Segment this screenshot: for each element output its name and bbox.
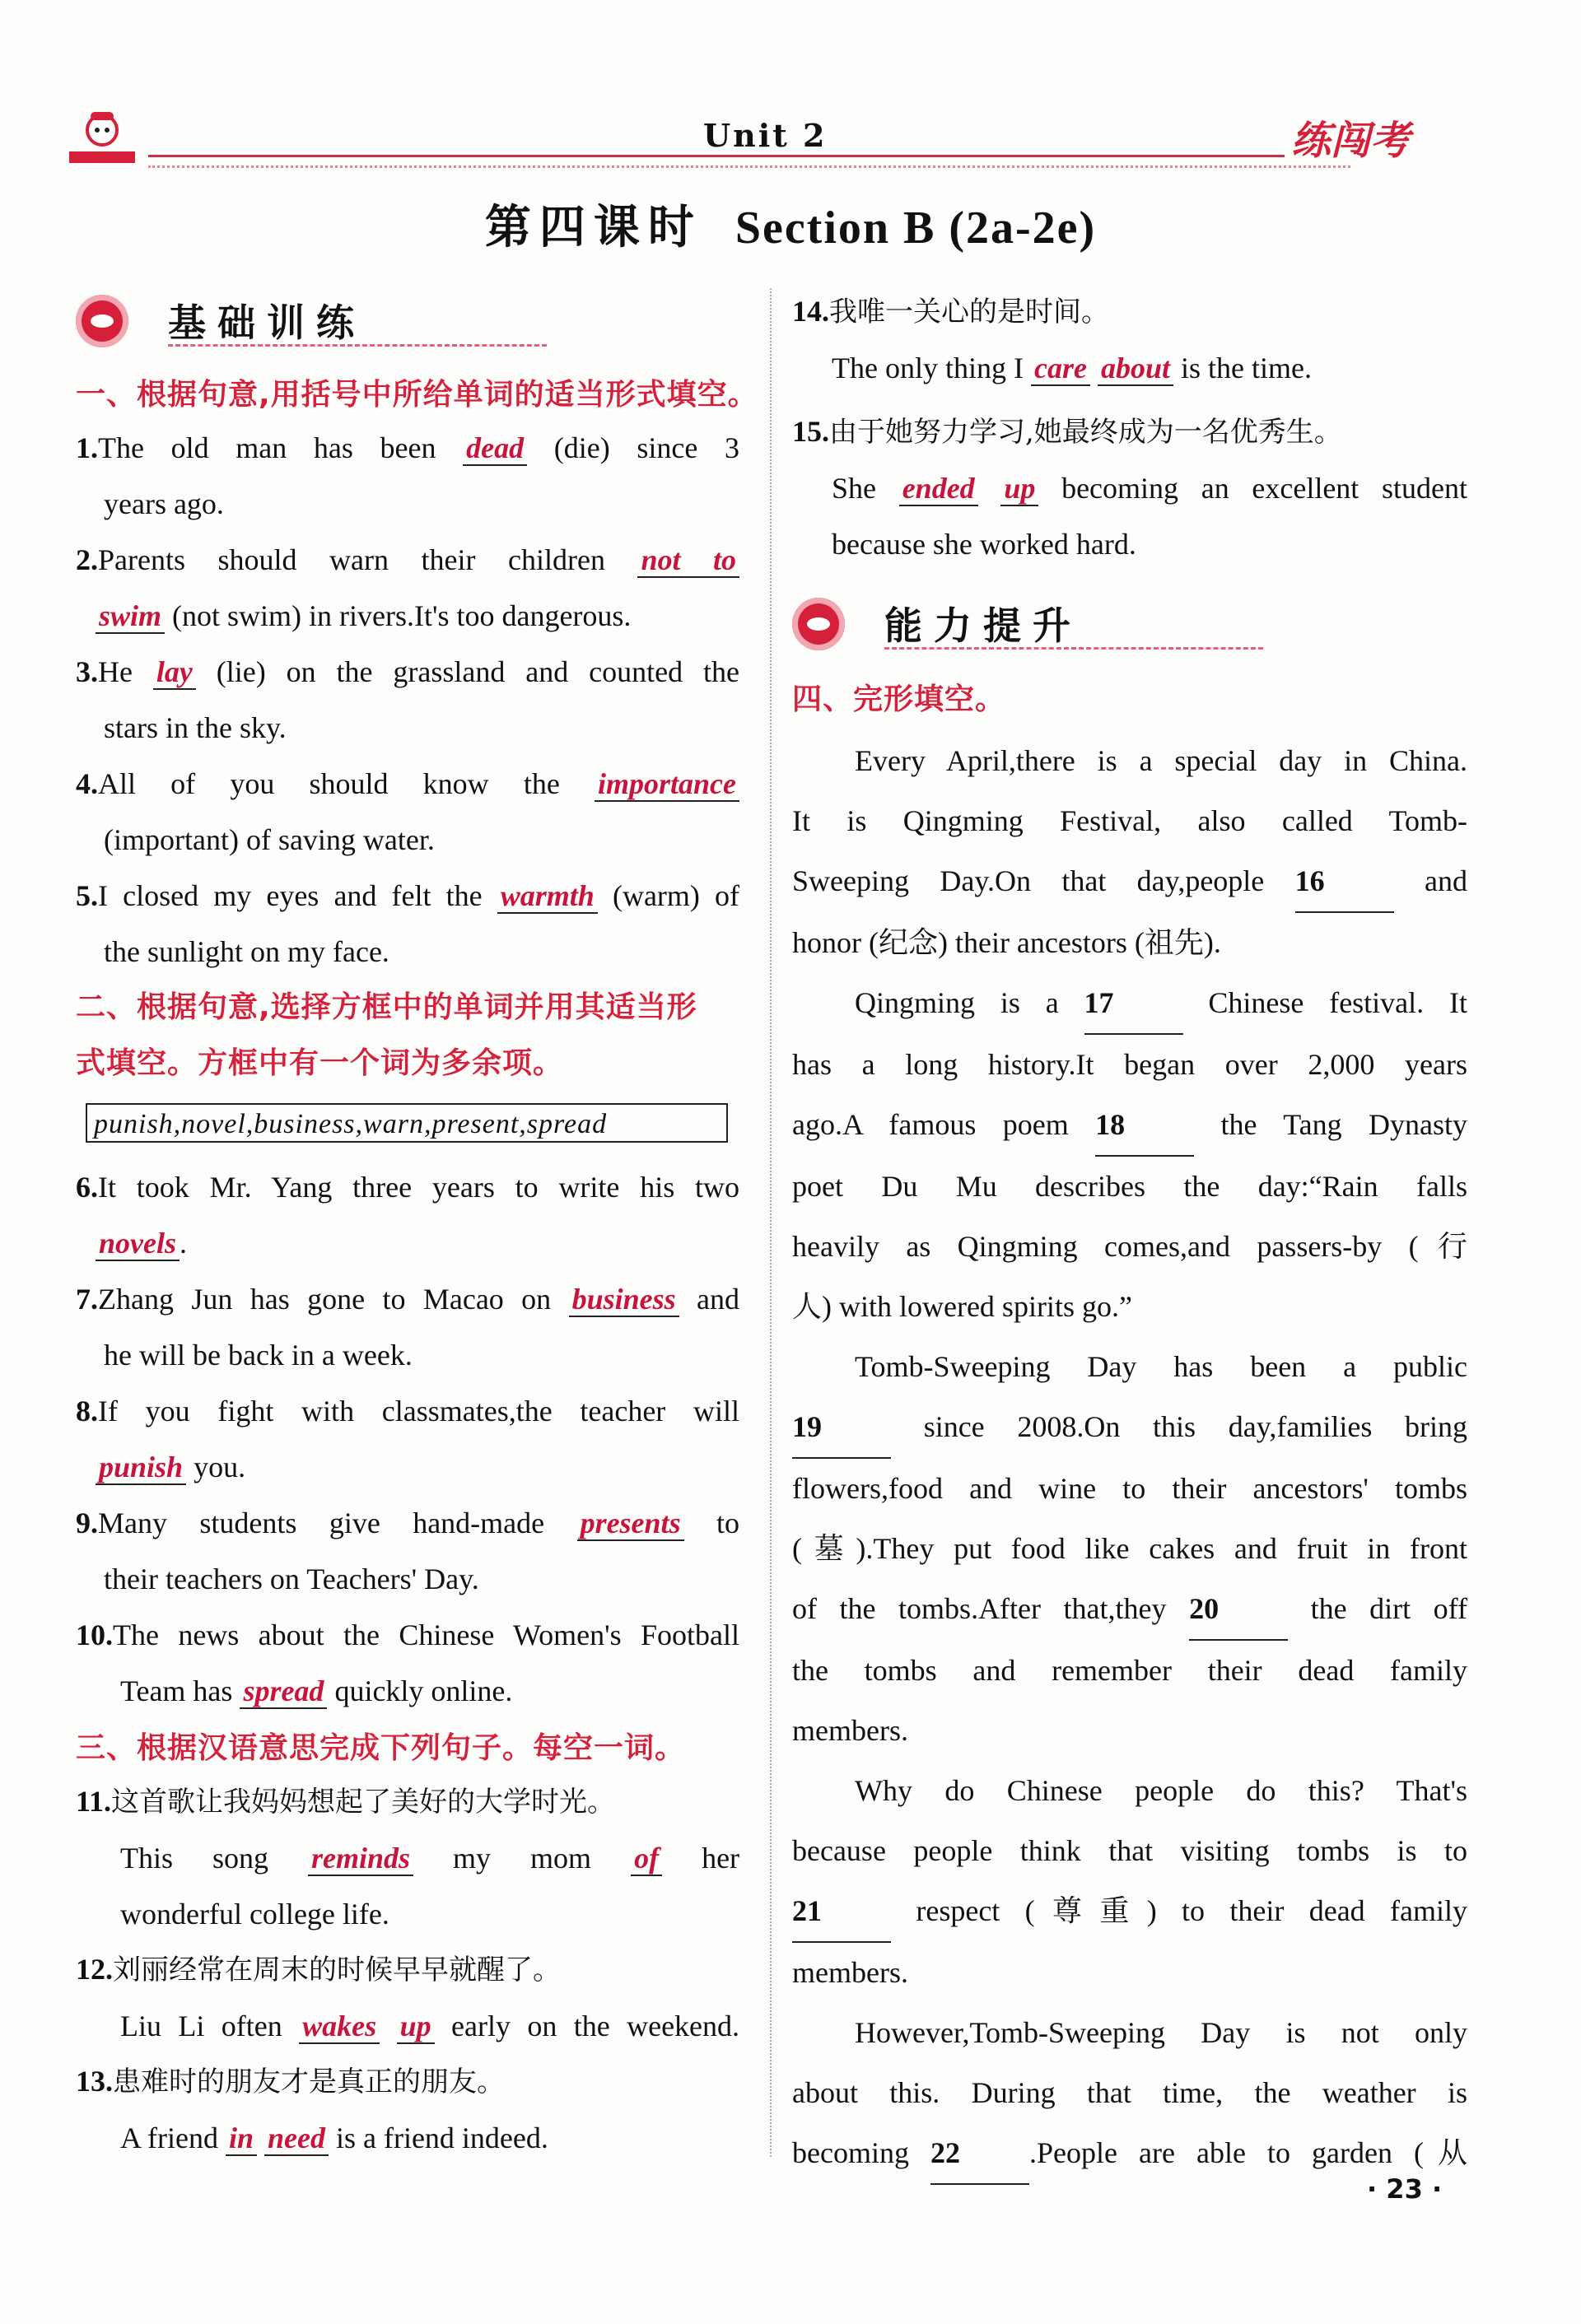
q-text: I closed my eyes and felt the bbox=[98, 879, 483, 912]
blank-18[interactable]: 18 bbox=[1095, 1095, 1194, 1157]
q-cn: 由于她努力学习,她最终成为一名优秀生。 bbox=[829, 416, 1342, 449]
instr-line: 式填空。方框中有一个词为多余项。 bbox=[76, 1046, 564, 1080]
q-num: 5. bbox=[76, 879, 98, 912]
mascot-icon bbox=[66, 109, 140, 168]
answer: up bbox=[397, 2010, 435, 2044]
q-cn: 刘丽经常在周末的时候早早就醒了。 bbox=[113, 1954, 561, 1986]
question-1 bbox=[76, 420, 739, 532]
q-cn: 这首歌让我妈妈想起了美好的大学时光。 bbox=[111, 1786, 616, 1819]
question-9 bbox=[76, 1495, 739, 1607]
instr-line: 二、根据句意,选择方框中的单词并用其适当形 bbox=[76, 990, 697, 1024]
passage-line: .People are able to garden (从 bbox=[1029, 2136, 1467, 2169]
answer: ended bbox=[899, 472, 978, 506]
answer: in bbox=[226, 2121, 257, 2156]
passage-text: Chinese festival. It bbox=[1208, 986, 1467, 1019]
q-text: stars in the sky. bbox=[104, 711, 287, 744]
blank-20[interactable]: 20 bbox=[1189, 1579, 1288, 1641]
q-text: wonderful college life. bbox=[120, 1898, 389, 1930]
passage-line: becoming bbox=[792, 2136, 909, 2169]
passage-line: heavily as Qingming comes,and passers-by (行 bbox=[792, 1230, 1467, 1263]
q-text: and bbox=[697, 1283, 740, 1316]
passage-line: members. bbox=[792, 1956, 908, 1989]
q-text: their teachers on Teachers' Day. bbox=[104, 1563, 479, 1595]
q-text: . bbox=[180, 1227, 187, 1260]
section-badge-icon bbox=[792, 598, 845, 650]
q-text: (not swim) in rivers.It's too dangerous. bbox=[172, 599, 632, 632]
q-cn: 患难时的朋友才是真正的朋友。 bbox=[113, 2066, 505, 2098]
passage-line: of the tombs.After that,they bbox=[792, 1592, 1167, 1625]
blank-16[interactable]: 16 bbox=[1295, 851, 1394, 913]
answer: about bbox=[1098, 352, 1173, 386]
cloze-passage bbox=[792, 731, 1467, 2185]
q-text: If you fight with classmates,the teacher will bbox=[98, 1395, 739, 1427]
q-text: you. bbox=[194, 1451, 246, 1483]
q-cn: 我唯一关心的是时间。 bbox=[829, 296, 1109, 328]
passage-text: and bbox=[1425, 864, 1468, 897]
passage-text: the dirt off bbox=[1310, 1592, 1468, 1625]
answer: lay bbox=[153, 655, 196, 690]
passage-line: has a long history.It began over 2,000 years bbox=[792, 1048, 1467, 1081]
question-8 bbox=[76, 1383, 739, 1495]
q-text: Liu Li often bbox=[120, 2010, 282, 2042]
q-text: quickly online. bbox=[334, 1674, 513, 1707]
question-13 bbox=[76, 2053, 739, 2166]
answer: presents bbox=[577, 1507, 684, 1541]
answer: need bbox=[264, 2121, 329, 2156]
q-text: This song bbox=[120, 1842, 269, 1875]
q-text: because she worked hard. bbox=[832, 528, 1136, 561]
section-basic-title: 基础训练 bbox=[168, 300, 366, 345]
answer: spread bbox=[240, 1674, 327, 1709]
q-num: 14. bbox=[792, 295, 829, 328]
q-text: early on the weekend. bbox=[451, 2010, 740, 2042]
q-text: the sunlight on my face. bbox=[104, 935, 389, 968]
q-text: It took Mr. Yang three years to write his two bbox=[98, 1171, 739, 1204]
passage-line: flowers,food and wine to their ancestors' tombs bbox=[792, 1472, 1467, 1505]
q-text: A friend bbox=[120, 2121, 218, 2154]
q-text: Zhang Jun has gone to Macao on bbox=[98, 1283, 552, 1316]
question-11 bbox=[76, 1773, 739, 1942]
q-text: her bbox=[702, 1842, 740, 1875]
answer: warmth bbox=[497, 879, 598, 914]
passage-line: Tomb-Sweeping Day has been a public bbox=[855, 1350, 1467, 1383]
lesson-title-en: Section B (2a-2e) bbox=[735, 203, 1097, 254]
q-text: (warm) of bbox=[612, 879, 740, 912]
passage-line: the tombs and remember their dead family bbox=[792, 1654, 1467, 1687]
q-num: 1. bbox=[76, 431, 98, 464]
q-num: 13. bbox=[76, 2065, 113, 2098]
section-basic-heading bbox=[76, 290, 570, 356]
answer: up bbox=[1000, 472, 1038, 506]
question-7 bbox=[76, 1271, 739, 1383]
q-text: The old man has been bbox=[98, 431, 436, 464]
answer: reminds bbox=[308, 1842, 413, 1876]
passage-line: since 2008.On this day,families bring bbox=[923, 1410, 1467, 1443]
answer: novels bbox=[96, 1227, 180, 1261]
answer: swim bbox=[96, 599, 165, 634]
q-num: 3. bbox=[76, 655, 98, 688]
unit-label: Unit 2 bbox=[692, 117, 838, 154]
q-num: 11. bbox=[76, 1785, 112, 1818]
q-text: (important) of saving water. bbox=[104, 823, 435, 856]
page-header bbox=[66, 109, 1466, 175]
passage-line: (墓).They put food like cakes and fruit in front bbox=[792, 1532, 1467, 1565]
q-text: (die) since 3 bbox=[553, 431, 739, 464]
q-text: The only thing I bbox=[832, 352, 1024, 384]
header-rule bbox=[148, 155, 1350, 168]
q-num: 10. bbox=[76, 1618, 113, 1651]
part3-instruction: 三、根据汉语意思完成下列句子。每空一词。 bbox=[76, 1731, 686, 1765]
answer: business bbox=[569, 1283, 679, 1317]
q-num: 6. bbox=[76, 1171, 98, 1204]
passage-line: honor (纪念) their ancestors (祖先). bbox=[792, 926, 1221, 959]
q-text: The news about the Chinese Women's Football bbox=[113, 1618, 739, 1651]
q-text: Team has bbox=[120, 1674, 233, 1707]
q-text: (lie) on the grassland and counted the bbox=[216, 655, 740, 688]
column-divider bbox=[770, 288, 772, 2157]
question-15 bbox=[792, 403, 1467, 572]
word-box: punish,novel,business,warn,present,spread bbox=[86, 1103, 728, 1143]
q-num: 7. bbox=[76, 1283, 98, 1316]
question-12 bbox=[76, 1941, 739, 2054]
passage-line: Sweeping Day.On that day,people bbox=[792, 864, 1265, 897]
q-num: 8. bbox=[76, 1395, 98, 1427]
answer: importance bbox=[595, 767, 739, 802]
q-text: to bbox=[716, 1507, 740, 1539]
question-2 bbox=[76, 532, 739, 644]
q-num: 15. bbox=[792, 415, 829, 448]
lesson-title-cn: 第四课时 bbox=[484, 200, 702, 254]
section-ability-title: 能力提升 bbox=[884, 603, 1082, 648]
passage-line: Every April,there is a special day in China. bbox=[855, 744, 1467, 777]
blank-22[interactable]: 22 bbox=[930, 2123, 1029, 2185]
blank-19[interactable]: 19 bbox=[792, 1397, 891, 1459]
q-num: 4. bbox=[76, 767, 98, 800]
part4-instruction: 四、完形填空。 bbox=[792, 682, 1006, 716]
q-text: my mom bbox=[453, 1842, 592, 1875]
answer: wakes bbox=[299, 2010, 380, 2044]
passage-line: However,Tomb-Sweeping Day is not only bbox=[855, 2016, 1467, 2049]
brand-logo: 练闯考 bbox=[1285, 109, 1416, 165]
passage-line: Qingming is a bbox=[855, 986, 1059, 1019]
heading-underline bbox=[168, 344, 547, 347]
q-text: is the time. bbox=[1180, 352, 1312, 384]
section-ability-heading bbox=[792, 593, 1303, 659]
passage-line: members. bbox=[792, 1714, 908, 1747]
q-text: he will be back in a week. bbox=[104, 1339, 413, 1372]
q-num: 2. bbox=[76, 543, 98, 576]
passage-line: poet Du Mu describes the day:“Rain falls bbox=[792, 1170, 1467, 1203]
passage-line: It is Qingming Festival, also called Tomb- bbox=[792, 804, 1467, 837]
passage-line: about this. During that time, the weather is bbox=[792, 2076, 1467, 2109]
q-num: 12. bbox=[76, 1953, 113, 1986]
passage-line: respect (尊重) to their dead family bbox=[916, 1894, 1467, 1927]
q-text: Many students give hand-made bbox=[98, 1507, 545, 1539]
passage-text: the Tang Dynasty bbox=[1220, 1108, 1468, 1141]
question-3 bbox=[76, 644, 739, 756]
question-4 bbox=[76, 756, 739, 868]
q-text: becoming an excellent student bbox=[1061, 472, 1467, 505]
q-text: She bbox=[832, 472, 876, 505]
part1-instruction: 一、根据句意,用括号中所给单词的适当形式填空。 bbox=[76, 378, 758, 412]
question-10 bbox=[76, 1607, 739, 1719]
question-5 bbox=[76, 868, 739, 980]
blank-17[interactable]: 17 bbox=[1084, 973, 1183, 1035]
question-14 bbox=[792, 283, 1467, 396]
heading-underline bbox=[884, 647, 1263, 650]
answer: punish bbox=[96, 1451, 186, 1485]
q-text: All of you should know the bbox=[98, 767, 560, 800]
question-6 bbox=[76, 1159, 739, 1271]
answer: of bbox=[631, 1842, 662, 1876]
passage-line: because people think that visiting tombs is to bbox=[792, 1834, 1467, 1867]
answer: dead bbox=[463, 431, 527, 466]
answer: care bbox=[1031, 352, 1090, 386]
q-text: years ago. bbox=[104, 487, 224, 520]
passage-line: ago.A famous poem bbox=[792, 1108, 1069, 1141]
blank-21[interactable]: 21 bbox=[792, 1881, 891, 1943]
passage-line: 人) with lowered spirits go.” bbox=[792, 1290, 1132, 1323]
q-num: 9. bbox=[76, 1507, 98, 1539]
page-number: · 23 · bbox=[1367, 2173, 1443, 2205]
q-text: is a friend indeed. bbox=[335, 2121, 548, 2154]
lesson-title bbox=[0, 191, 1581, 257]
q-text: Parents should warn their children bbox=[98, 543, 605, 576]
part2-instruction bbox=[76, 980, 739, 1092]
section-badge-icon bbox=[76, 295, 128, 347]
q-text: He bbox=[98, 655, 133, 688]
passage-line: Why do Chinese people do this? That's bbox=[855, 1774, 1467, 1807]
answer: not to bbox=[637, 543, 739, 578]
